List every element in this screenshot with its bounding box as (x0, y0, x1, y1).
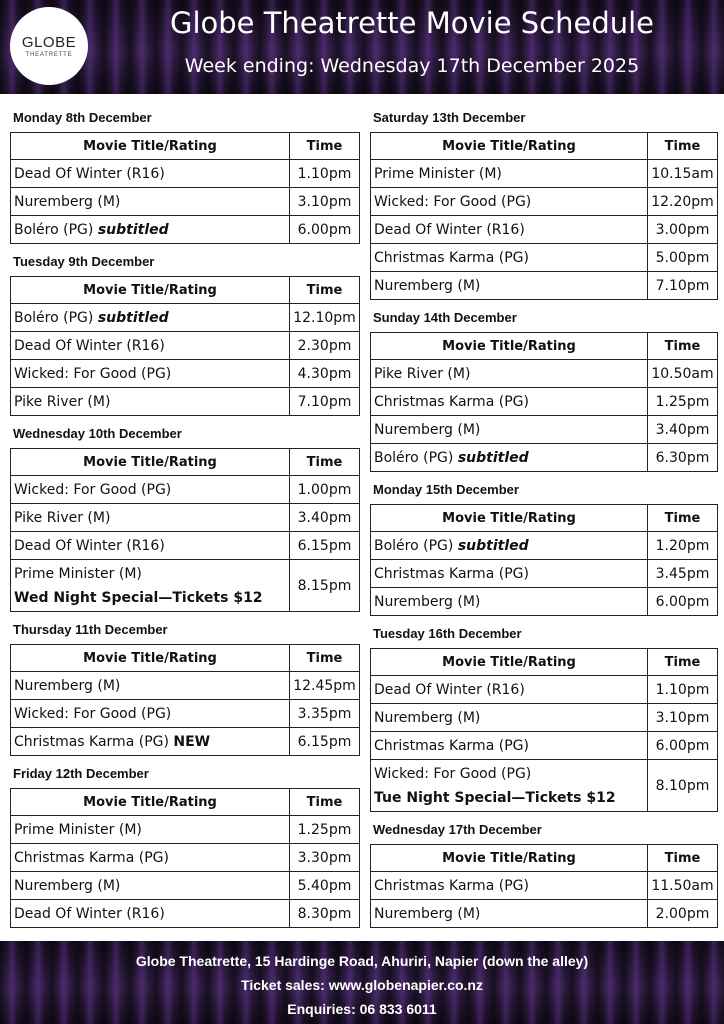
movie-cell (371, 416, 648, 444)
table-row (371, 560, 718, 588)
movie-cell (371, 188, 648, 216)
table-header-row (371, 649, 718, 676)
movie-title: Boléro (PG) (14, 309, 94, 326)
table-header-row (11, 277, 360, 304)
night-special-note: Tue Night Special—Tickets $12 (374, 789, 616, 806)
movie-cell (11, 672, 290, 700)
time-cell: 7.10pm (290, 388, 360, 416)
time-cell: 1.25pm (290, 816, 360, 844)
schedule-table (370, 332, 718, 472)
time-cell: 11.50am (648, 872, 718, 900)
movie-title: Boléro (PG) (374, 449, 454, 466)
movie-column-header: Movie Title/Rating (11, 133, 290, 160)
table-row (11, 872, 360, 900)
table-row (371, 388, 718, 416)
movie-title: Pike River (M) (14, 393, 111, 410)
movie-cell (11, 476, 290, 504)
table-header-row (371, 133, 718, 160)
time-cell: 6.15pm (290, 532, 360, 560)
movie-title: Christmas Karma (PG) (14, 849, 169, 866)
table-header-row (371, 333, 718, 360)
table-row (11, 388, 360, 416)
table-row (11, 188, 360, 216)
movie-cell (11, 216, 290, 244)
movie-cell (11, 160, 290, 188)
movie-cell (371, 388, 648, 416)
table-row (11, 476, 360, 504)
movie-title: Prime Minister (M) (14, 821, 142, 838)
day-heading: Monday 15th December (373, 482, 519, 497)
movie-cell (371, 704, 648, 732)
movie-cell (11, 728, 290, 756)
time-column-header: Time (290, 133, 360, 160)
time-cell: 3.00pm (648, 216, 718, 244)
day-block (10, 756, 360, 928)
movie-title: Wicked: For Good (PG) (374, 193, 532, 210)
movie-title: Christmas Karma (PG) (374, 877, 529, 894)
page-title: Globe Theatrette Movie Schedule (169, 6, 655, 40)
day-heading: Friday 12th December (13, 766, 149, 781)
movie-cell (371, 872, 648, 900)
table-row (11, 304, 360, 332)
day-heading: Sunday 14th December (373, 310, 517, 325)
table-row (371, 444, 718, 472)
subtitled-tag: subtitled (457, 449, 529, 466)
time-cell: 7.10pm (648, 272, 718, 300)
table-row (11, 160, 360, 188)
table-row (371, 244, 718, 272)
movie-cell (11, 900, 290, 928)
schedule-table (370, 504, 718, 616)
movie-column-header: Movie Title/Rating (371, 845, 648, 872)
time-cell: 8.15pm (290, 560, 360, 612)
movie-column-header: Movie Title/Rating (371, 333, 648, 360)
time-column-header: Time (648, 333, 718, 360)
movie-title: Nuremberg (M) (14, 193, 121, 210)
movie-title: Wicked: For Good (PG) (14, 705, 172, 722)
table-row (11, 504, 360, 532)
day-heading: Wednesday 17th December (373, 822, 542, 837)
movie-cell (11, 816, 290, 844)
footer-ticket-sales[interactable]: Ticket sales: www.globenapier.co.nz (241, 977, 483, 993)
day-block (10, 100, 360, 244)
time-column-header: Time (648, 133, 718, 160)
table-row (371, 160, 718, 188)
table-header-row (11, 789, 360, 816)
movie-column-header: Movie Title/Rating (371, 505, 648, 532)
movie-title: Wicked: For Good (PG) (14, 365, 172, 382)
time-column-header: Time (290, 449, 360, 476)
day-block (10, 416, 360, 612)
table-row (11, 816, 360, 844)
header-banner (0, 0, 724, 94)
time-cell: 3.40pm (648, 416, 718, 444)
time-cell: 1.20pm (648, 532, 718, 560)
table-row (11, 332, 360, 360)
time-cell: 1.00pm (290, 476, 360, 504)
movie-cell (11, 872, 290, 900)
time-cell: 2.00pm (648, 900, 718, 928)
movie-cell (371, 732, 648, 760)
movie-cell (11, 188, 290, 216)
day-block (370, 472, 718, 616)
day-block (370, 812, 718, 928)
movie-cell (371, 676, 648, 704)
movie-title: Christmas Karma (PG) (14, 733, 169, 750)
week-ending: Week ending: Wednesday 17th December 2025 (184, 55, 640, 77)
time-cell: 1.10pm (648, 676, 718, 704)
time-cell: 1.10pm (290, 160, 360, 188)
movie-cell (11, 388, 290, 416)
time-cell: 8.10pm (648, 760, 718, 812)
table-header-row (11, 645, 360, 672)
movie-title: Christmas Karma (PG) (374, 565, 529, 582)
time-cell: 3.35pm (290, 700, 360, 728)
table-row (371, 188, 718, 216)
subtitled-tag: subtitled (97, 309, 169, 326)
schedule-table (370, 648, 718, 812)
movie-title: Dead Of Winter (R16) (374, 681, 525, 698)
table-row (11, 672, 360, 700)
movie-column-header: Movie Title/Rating (11, 789, 290, 816)
movie-cell (11, 332, 290, 360)
time-column-header: Time (290, 645, 360, 672)
time-cell: 5.40pm (290, 872, 360, 900)
time-cell: 2.30pm (290, 332, 360, 360)
movie-title: Nuremberg (M) (374, 277, 481, 294)
time-cell: 12.20pm (648, 188, 718, 216)
movie-cell (371, 444, 648, 472)
time-column-header: Time (648, 649, 718, 676)
footer-enquiries: Enquiries: 06 833 6011 (287, 1001, 437, 1017)
table-row (11, 900, 360, 928)
movie-cell (11, 700, 290, 728)
movie-title: Christmas Karma (PG) (374, 737, 529, 754)
time-cell: 12.10pm (290, 304, 360, 332)
movie-title: Prime Minister (M) (374, 165, 502, 182)
movie-column-header: Movie Title/Rating (371, 133, 648, 160)
table-row (11, 844, 360, 872)
schedule-table (10, 276, 360, 416)
movie-cell (371, 560, 648, 588)
time-cell: 10.15am (648, 160, 718, 188)
new-tag: NEW (173, 733, 211, 750)
time-column-header: Time (648, 845, 718, 872)
movie-title: Nuremberg (M) (374, 709, 481, 726)
table-row (371, 704, 718, 732)
day-heading: Thursday 11th December (13, 622, 168, 637)
footer-banner (0, 941, 724, 1024)
time-cell: 6.15pm (290, 728, 360, 756)
movie-title: Pike River (M) (14, 509, 111, 526)
logo-text: GLOBE (21, 34, 77, 51)
day-heading: Tuesday 16th December (373, 626, 522, 641)
time-column-header: Time (290, 277, 360, 304)
table-header-row (371, 505, 718, 532)
movie-title: Christmas Karma (PG) (374, 249, 529, 266)
day-block (370, 300, 718, 472)
table-row (371, 532, 718, 560)
footer-address: Globe Theatrette, 15 Hardinge Road, Ahuriri, Napier (down the alley) (135, 953, 589, 969)
day-heading: Wednesday 10th December (13, 426, 182, 441)
time-cell: 6.00pm (290, 216, 360, 244)
movie-cell (11, 844, 290, 872)
movie-title: Christmas Karma (PG) (374, 393, 529, 410)
schedule-table (10, 644, 360, 756)
movie-title: Wicked: For Good (PG) (14, 481, 172, 498)
time-cell: 10.50am (648, 360, 718, 388)
movie-title: Nuremberg (M) (14, 877, 121, 894)
table-row (371, 588, 718, 616)
table-row (371, 216, 718, 244)
table-row (371, 900, 718, 928)
movie-column-header: Movie Title/Rating (11, 645, 290, 672)
movie-cell (371, 588, 648, 616)
subtitled-tag: subtitled (97, 221, 169, 238)
globe-logo (10, 7, 88, 85)
time-cell: 6.30pm (648, 444, 718, 472)
time-cell: 5.00pm (648, 244, 718, 272)
movie-title: Wicked: For Good (PG) (374, 765, 532, 782)
movie-title: Boléro (PG) (374, 537, 454, 554)
table-row (371, 732, 718, 760)
time-column-header: Time (290, 789, 360, 816)
table-header-row (371, 845, 718, 872)
table-header-row (11, 449, 360, 476)
day-block (370, 100, 718, 300)
movie-title: Dead Of Winter (R16) (14, 905, 165, 922)
day-block (370, 616, 718, 812)
movie-cell (371, 244, 648, 272)
movie-cell (11, 304, 290, 332)
movie-cell (11, 360, 290, 388)
table-row (371, 676, 718, 704)
movie-cell (371, 532, 648, 560)
time-cell: 3.30pm (290, 844, 360, 872)
time-cell: 4.30pm (290, 360, 360, 388)
time-cell: 3.10pm (290, 188, 360, 216)
time-cell: 1.25pm (648, 388, 718, 416)
movie-title: Boléro (PG) (14, 221, 94, 238)
schedule-right-column (370, 100, 718, 928)
time-cell: 6.00pm (648, 588, 718, 616)
movie-title: Dead Of Winter (R16) (374, 221, 525, 238)
day-heading: Monday 8th December (13, 110, 152, 125)
movie-column-header: Movie Title/Rating (371, 649, 648, 676)
movie-cell (11, 532, 290, 560)
schedule-table (370, 132, 718, 300)
movie-title: Nuremberg (M) (14, 677, 121, 694)
table-row (371, 272, 718, 300)
table-header-row (11, 133, 360, 160)
movie-cell (371, 272, 648, 300)
time-cell: 8.30pm (290, 900, 360, 928)
table-row (371, 872, 718, 900)
movie-cell (371, 216, 648, 244)
time-cell: 3.45pm (648, 560, 718, 588)
night-special-note: Wed Night Special—Tickets $12 (14, 589, 263, 606)
schedule-table (10, 132, 360, 244)
time-cell: 12.45pm (290, 672, 360, 700)
schedule-left-column (10, 100, 360, 928)
movie-title: Dead Of Winter (R16) (14, 337, 165, 354)
movie-column-header: Movie Title/Rating (11, 449, 290, 476)
table-row (371, 360, 718, 388)
table-row (11, 560, 360, 612)
movie-title: Pike River (M) (374, 365, 471, 382)
movie-title: Nuremberg (M) (374, 593, 481, 610)
day-block (10, 244, 360, 416)
table-row (11, 532, 360, 560)
movie-title: Prime Minister (M) (14, 565, 142, 582)
movie-cell (11, 504, 290, 532)
time-cell: 6.00pm (648, 732, 718, 760)
movie-cell (371, 160, 648, 188)
time-cell: 3.10pm (648, 704, 718, 732)
movie-title: Dead Of Winter (R16) (14, 537, 165, 554)
time-cell: 3.40pm (290, 504, 360, 532)
movie-cell (371, 360, 648, 388)
schedule-table (10, 448, 360, 612)
schedule-table (370, 844, 718, 928)
table-row (371, 760, 718, 812)
movie-title: Nuremberg (M) (374, 905, 481, 922)
day-heading: Tuesday 9th December (13, 254, 155, 269)
day-block (10, 612, 360, 756)
movie-title: Dead Of Winter (R16) (14, 165, 165, 182)
movie-cell (371, 900, 648, 928)
subtitled-tag: subtitled (457, 537, 529, 554)
movie-cell (11, 560, 290, 612)
table-row (11, 360, 360, 388)
day-heading: Saturday 13th December (373, 110, 526, 125)
table-row (11, 216, 360, 244)
schedule-table (10, 788, 360, 928)
table-row (11, 700, 360, 728)
movie-column-header: Movie Title/Rating (11, 277, 290, 304)
time-column-header: Time (648, 505, 718, 532)
logo-subtext: THEATRETTE (25, 52, 73, 58)
table-row (11, 728, 360, 756)
movie-cell (371, 760, 648, 812)
movie-title: Nuremberg (M) (374, 421, 481, 438)
table-row (371, 416, 718, 444)
